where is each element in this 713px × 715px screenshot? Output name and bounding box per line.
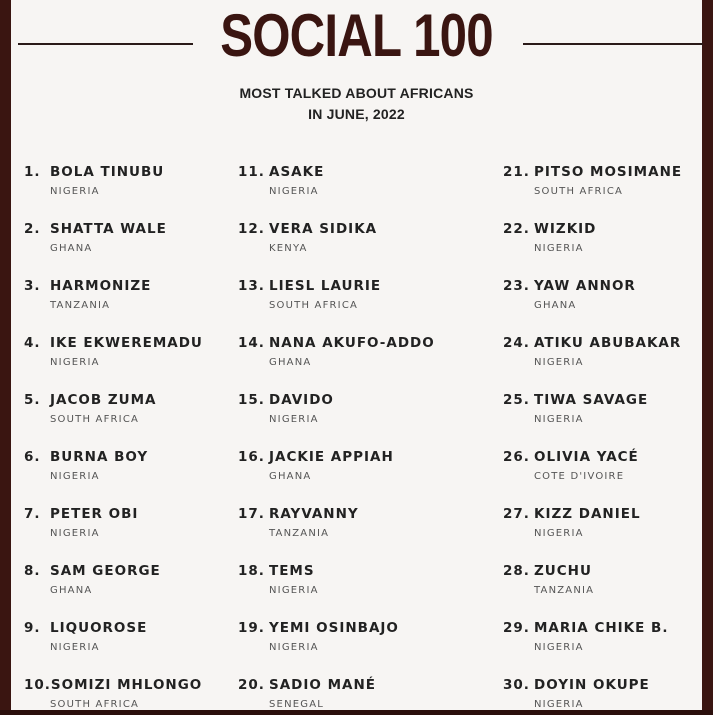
person-name: TEMS: [269, 563, 315, 579]
ranking-entry: [24, 674, 202, 710]
ranking-entry: [238, 332, 435, 368]
person-name: MARIA CHIKE B.: [534, 620, 669, 636]
person-name: OLIVIA YACÉ: [534, 449, 639, 465]
person-name: SHATTA WALE: [50, 221, 167, 237]
ranking-entry: [24, 161, 164, 197]
person-name: LIESL LAURIE: [269, 278, 382, 294]
country-label: NIGERIA: [269, 186, 319, 197]
rank-number: 15.: [238, 392, 265, 408]
country-label: NIGERIA: [50, 642, 100, 653]
page-title: SOCIAL 100: [220, 2, 493, 69]
ranking-entry: [503, 560, 594, 596]
ranking-entry: [238, 161, 324, 197]
country-label: NIGERIA: [534, 699, 584, 710]
ranking-entry: [24, 503, 138, 539]
rank-number: 10.: [24, 677, 51, 693]
country-label: SOUTH AFRICA: [269, 300, 359, 311]
person-name: PETER OBI: [50, 506, 139, 522]
rank-number: 23.: [503, 278, 530, 294]
ranking-entry: [24, 560, 161, 596]
country-label: NIGERIA: [534, 414, 584, 425]
ranking-entry: [24, 275, 151, 311]
rank-number: 8.: [24, 563, 41, 579]
person-name: ASAKE: [269, 164, 325, 180]
ranking-entry: [24, 218, 167, 254]
ranking-entry: [238, 446, 394, 482]
rank-number: 21.: [503, 164, 530, 180]
country-label: TANZANIA: [534, 585, 595, 596]
ranking-entry: [24, 446, 148, 482]
country-label: NIGERIA: [534, 642, 584, 653]
rank-number: 16.: [238, 449, 265, 465]
ranking-entry: [238, 674, 376, 710]
person-name: KIZZ DANIEL: [534, 506, 641, 522]
country-label: GHANA: [50, 243, 93, 254]
ranking-entry: [238, 560, 319, 596]
country-label: NIGERIA: [269, 642, 319, 653]
ranking-entry: [503, 446, 639, 482]
ranking-entry: [238, 275, 381, 311]
rank-number: 20.: [238, 677, 265, 693]
country-label: SOUTH AFRICA: [50, 699, 140, 710]
person-name: SAM GEORGE: [50, 563, 161, 579]
ranking-entry: [503, 332, 681, 368]
country-label: NIGERIA: [50, 471, 100, 482]
rank-number: 13.: [238, 278, 265, 294]
ranking-entry: [24, 617, 147, 653]
rank-number: 12.: [238, 221, 265, 237]
person-name: SADIO MANÉ: [269, 677, 376, 693]
person-name: TIWA SAVAGE: [534, 392, 649, 408]
country-label: GHANA: [50, 585, 93, 596]
country-label: GHANA: [269, 357, 312, 368]
person-name: DOYIN OKUPE: [534, 677, 650, 693]
country-label: NIGERIA: [534, 243, 584, 254]
ranking-entry: [503, 218, 596, 254]
ranking-entry: [503, 617, 668, 653]
country-label: KENYA: [269, 243, 308, 254]
ranking-entry: [238, 503, 359, 539]
ranking-entry: [503, 503, 641, 539]
rank-number: 30.: [503, 677, 530, 693]
ranking-entry: [503, 674, 650, 710]
rank-number: 2.: [24, 221, 41, 237]
country-label: NIGERIA: [50, 357, 100, 368]
person-name: YEMI OSINBAJO: [269, 620, 399, 636]
person-name: NANA AKUFO-ADDO: [269, 335, 435, 351]
rank-number: 5.: [24, 392, 41, 408]
person-name: VERA SIDIKA: [269, 221, 378, 237]
country-label: GHANA: [534, 300, 577, 311]
rank-number: 3.: [24, 278, 41, 294]
rank-number: 27.: [503, 506, 530, 522]
rank-number: 29.: [503, 620, 530, 636]
person-name: LIQUOROSE: [50, 620, 148, 636]
ranking-entry: [24, 332, 203, 368]
ranking-entry: [238, 218, 377, 254]
country-label: SOUTH AFRICA: [534, 186, 624, 197]
person-name: WIZKID: [534, 221, 597, 237]
person-name: RAYVANNY: [269, 506, 359, 522]
ranking-entry: [503, 389, 648, 425]
ranking-entry: [238, 389, 334, 425]
rank-number: 25.: [503, 392, 530, 408]
person-name: JACOB ZUMA: [50, 392, 157, 408]
country-label: SOUTH AFRICA: [50, 414, 140, 425]
country-label: NIGERIA: [50, 528, 100, 539]
ranking-entry: [238, 617, 399, 653]
person-name: HARMONIZE: [50, 278, 152, 294]
rank-number: 1.: [24, 164, 41, 180]
ranking-entry: [503, 161, 682, 197]
person-name: JACKIE APPIAH: [269, 449, 394, 465]
rank-number: 4.: [24, 335, 41, 351]
rank-number: 14.: [238, 335, 265, 351]
person-name: PITSO MOSIMANE: [534, 164, 683, 180]
country-label: SENEGAL: [269, 699, 325, 710]
person-name: DAVIDO: [269, 392, 334, 408]
rank-number: 9.: [24, 620, 41, 636]
subtitle-line-2: IN JUNE, 2022: [308, 106, 405, 122]
rank-number: 28.: [503, 563, 530, 579]
person-name: BURNA BOY: [50, 449, 149, 465]
rank-number: 24.: [503, 335, 530, 351]
rank-number: 11.: [238, 164, 265, 180]
ranking-entry: [503, 275, 636, 311]
person-name: YAW ANNOR: [534, 278, 636, 294]
country-label: TANZANIA: [50, 300, 111, 311]
country-label: COTE D'IVOIRE: [534, 471, 625, 482]
rank-number: 26.: [503, 449, 530, 465]
person-name: ZUCHU: [534, 563, 592, 579]
person-name: BOLA TINUBU: [50, 164, 165, 180]
person-name: IKE EKWEREMADU: [50, 335, 203, 351]
country-label: NIGERIA: [534, 357, 584, 368]
country-label: TANZANIA: [269, 528, 330, 539]
rank-number: 22.: [503, 221, 530, 237]
person-name: SOMIZI MHLONGO: [50, 677, 203, 693]
ranking-entry: [24, 389, 156, 425]
country-label: GHANA: [269, 471, 312, 482]
rank-number: 18.: [238, 563, 265, 579]
subtitle-line-1: MOST TALKED ABOUT AFRICANS: [239, 85, 474, 101]
country-label: NIGERIA: [50, 186, 100, 197]
country-label: NIGERIA: [534, 528, 584, 539]
person-name: ATIKU ABUBAKAR: [534, 335, 682, 351]
country-label: NIGERIA: [269, 585, 319, 596]
rank-number: 19.: [238, 620, 265, 636]
country-label: NIGERIA: [269, 414, 319, 425]
rank-number: 17.: [238, 506, 265, 522]
rank-number: 7.: [24, 506, 41, 522]
rank-number: 6.: [24, 449, 41, 465]
bottom-border: [0, 710, 713, 715]
